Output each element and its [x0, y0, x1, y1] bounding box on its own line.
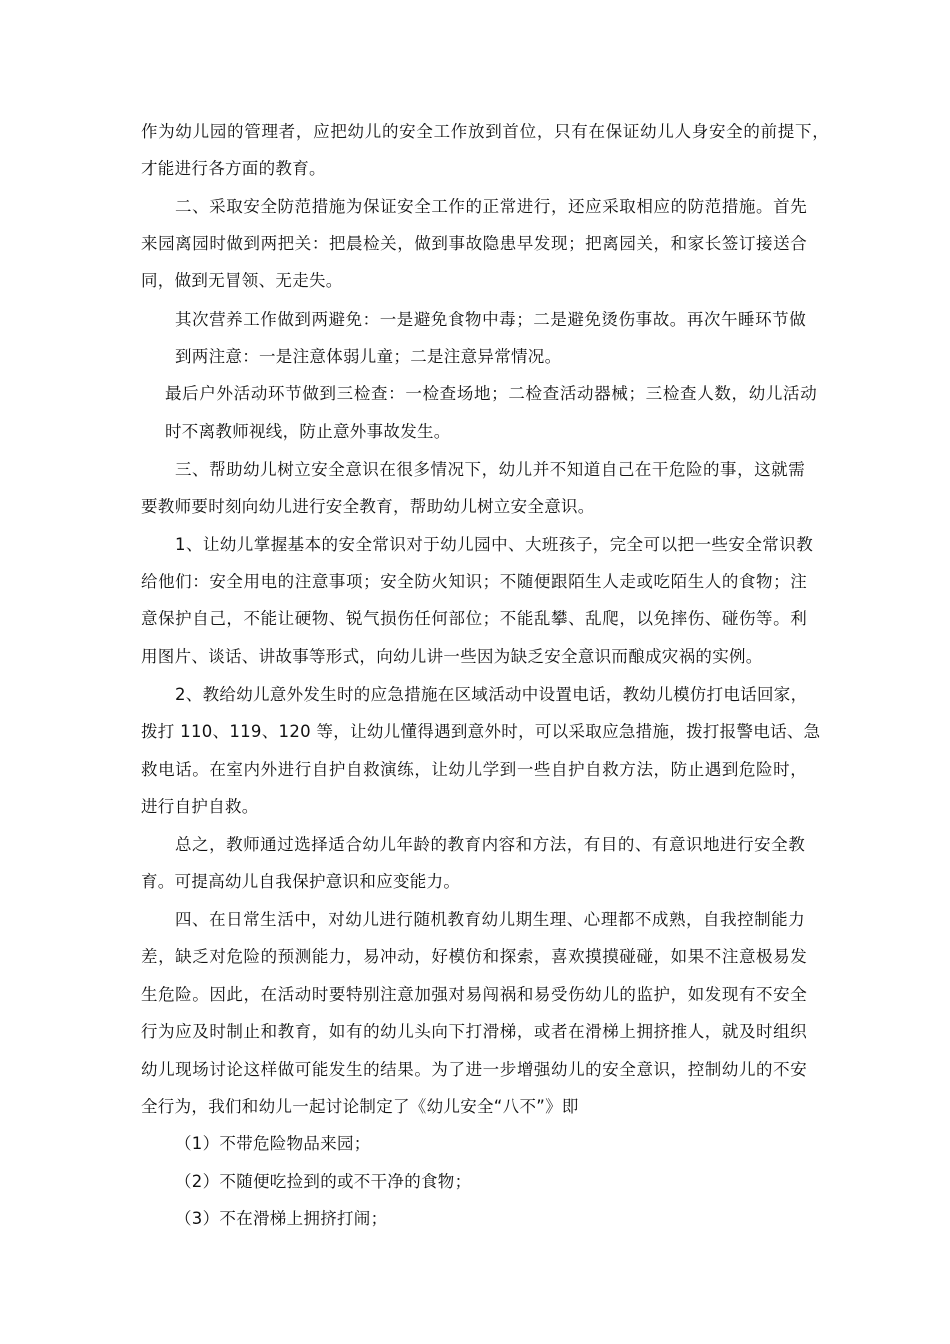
text-line: 给他们：安全用电的注意事项；安全防火知识；不随便跟陌生人走或吃陌生人的食物；注 [141, 572, 807, 591]
text-line: 1、让幼儿掌握基本的安全常识对于幼儿园中、大班孩子，完全可以把一些安全常识教 [175, 535, 813, 554]
text-line: 生危险。因此，在活动时要特别注意加强对易闯祸和易受伤幼儿的监护，如发现有不安全 [141, 985, 807, 1004]
list-item: （2）不随便吃捡到的或不干净的食物； [175, 1172, 472, 1191]
text-line: 到两注意：一是注意体弱儿童；二是注意异常情况。 [175, 347, 562, 366]
text-line: 进行自护自救。 [141, 797, 259, 816]
text-line: 救电话。在室内外进行自护自救演练，让幼儿学到一些自护自救方法，防止遇到危险时， [141, 760, 807, 779]
text-line: 差，缺乏对危险的预测能力，易冲动，好模仿和探索，喜欢摸摸碰碰，如果不注意极易发 [141, 947, 807, 966]
text-line: 用图片、谈话、讲故事等形式，向幼儿讲一些因为缺乏安全意识而酿成灾祸的实例。 [141, 647, 763, 666]
text-line: 二、采取安全防范措施为保证安全工作的正常进行，还应采取相应的防范措施。首先 [175, 197, 807, 216]
text-line: 全行为，我们和幼儿一起讨论制定了《幼儿安全“八不”》即 [141, 1097, 579, 1116]
text-line: 拨打 110、119、120 等，让幼儿懂得遇到意外时，可以采取应急措施，拨打报警电话、急 [141, 722, 821, 741]
text-line: 其次营养工作做到两避免：一是避免食物中毒；二是避免烫伤事故。再次午睡环节做 [175, 310, 806, 329]
list-item: （1）不带危险物品来园； [175, 1134, 371, 1153]
text-line: 总之，教师通过选择适合幼儿年龄的教育内容和方法，有目的、有意识地进行安全教 [175, 835, 805, 854]
text-line: 时不离教师视线，防止意外事故发生。 [165, 422, 451, 441]
text-line: 2、教给幼儿意外发生时的应急措施在区域活动中设置电话，教幼儿模仿打电话回家， [175, 685, 808, 704]
text-line: 幼儿现场讨论这样做可能发生的结果。为了进一步增强幼儿的安全意识，控制幼儿的不安 [141, 1060, 807, 1079]
text-line: 行为应及时制止和教育，如有的幼儿头向下打滑梯，或者在滑梯上拥挤推人，就及时组织 [141, 1022, 807, 1041]
text-line: 育。可提高幼儿自我保护意识和应变能力。 [141, 872, 461, 891]
text-line: 四、在日常生活中，对幼儿进行随机教育幼儿期生理、心理都不成熟，自我控制能力 [175, 910, 805, 929]
text-line: 最后户外活动环节做到三检查：一检查场地；二检查活动器械；三检查人数，幼儿活动 [165, 384, 817, 403]
text-line: 同，做到无冒领、无走失。 [141, 271, 343, 290]
text-line: 来园离园时做到两把关：把晨检关，做到事故隐患早发现；把离园关，和家长签订接送合 [141, 234, 807, 253]
list-item: （3）不在滑梯上拥挤打闹； [175, 1209, 388, 1228]
text-line: 作为幼儿园的管理者，应把幼儿的安全工作放到首位，只有在保证幼儿人身安全的前提下， [141, 122, 829, 141]
text-line: 要教师要时刻向幼儿进行安全教育，帮助幼儿树立安全意识。 [141, 497, 595, 516]
text-line: 意保护自己，不能让硬物、锐气损伤任何部位；不能乱攀、乱爬，以免摔伤、碰伤等。利 [141, 609, 807, 628]
text-line: 才能进行各方面的教育。 [141, 159, 326, 178]
text-line: 三、帮助幼儿树立安全意识在很多情况下，幼儿并不知道自己在干危险的事，这就需 [175, 460, 805, 479]
